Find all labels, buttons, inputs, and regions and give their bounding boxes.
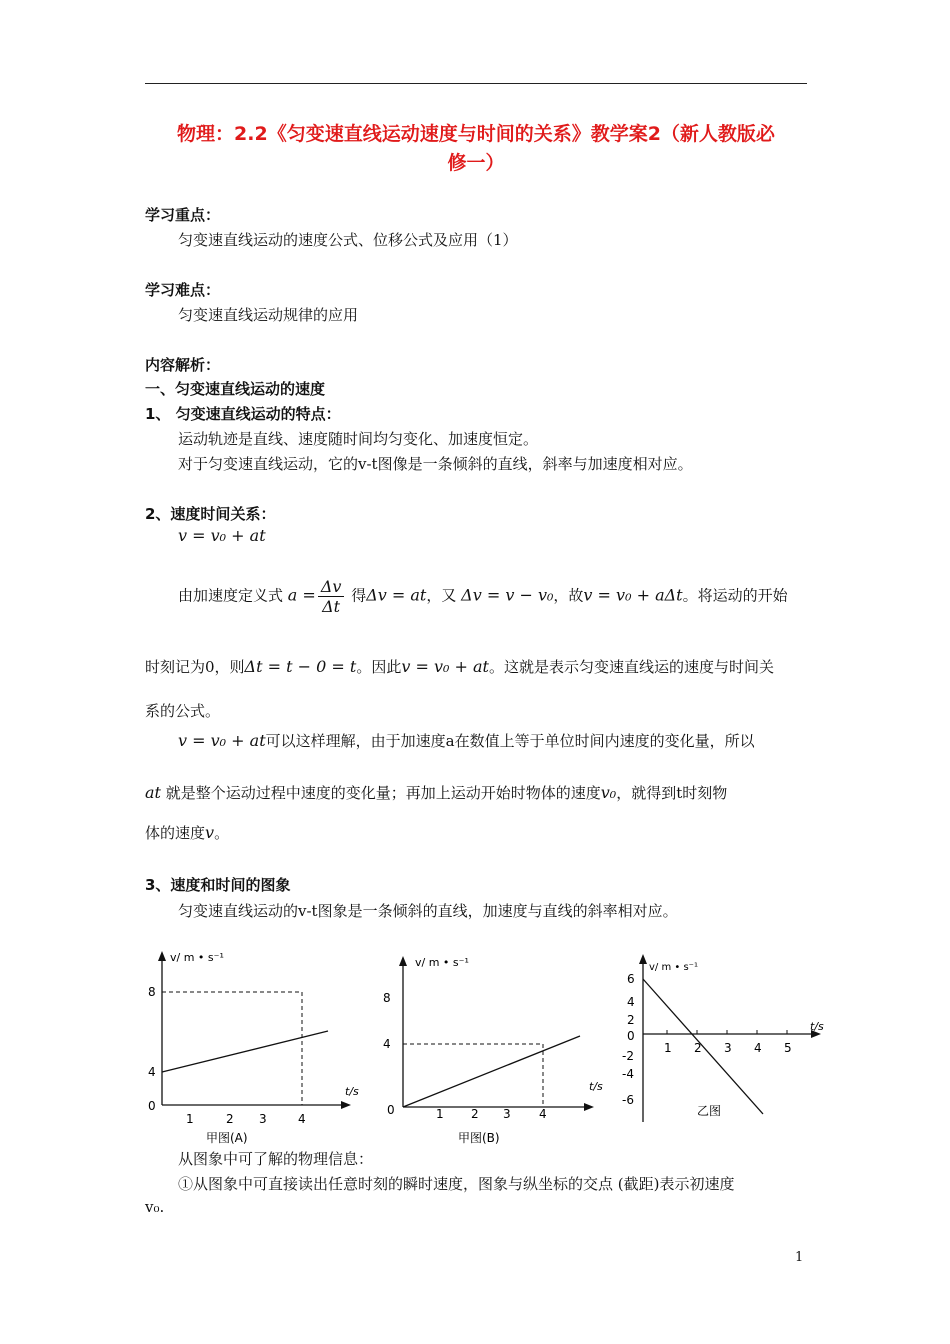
- definition-lhs: a =: [287, 585, 316, 605]
- interpretation-text-3: ，就得到t时刻物: [616, 784, 728, 802]
- graph-b-xlabel: t/s: [589, 1080, 603, 1093]
- interpretation-line-3: [145, 822, 229, 843]
- graph-b-ylabel: v/ m • s⁻¹: [415, 956, 469, 969]
- graph-b-origin: 0: [387, 1103, 395, 1117]
- graph-a-ylabel: v/ m • s⁻¹: [170, 951, 224, 964]
- graph-a-caption: 甲图(A): [206, 1131, 248, 1145]
- derivation-text-a: 由加速度定义式: [178, 586, 284, 605]
- derivation-line-2: [145, 656, 774, 677]
- difficulty-heading: 学习难点：: [145, 281, 221, 299]
- definition-fraction: [318, 577, 345, 616]
- graph-c-ylabel: v/ m • s⁻¹: [649, 962, 698, 973]
- graph-a-origin: 0: [148, 1099, 156, 1113]
- graph-c: [615, 950, 840, 1130]
- graph-b-ytick-8: 8: [383, 991, 391, 1005]
- at-term: at: [145, 783, 161, 802]
- interpretation-line-1: [178, 730, 755, 751]
- graph-c-xlabel: t/s: [810, 1020, 824, 1033]
- title-line-1: 物理：2.2《匀变速直线运动速度与时间的关系》教学案2（新人教版必: [177, 123, 775, 145]
- derivation-text-b: 得: [351, 586, 367, 605]
- derivation-text-h: 。这就是表示匀变速直线运的速度与时间关: [488, 658, 774, 676]
- derivation-line-3: 系的公式。: [145, 702, 221, 720]
- fraction-denominator: Δt: [322, 597, 341, 616]
- info-1-line-2: v₀.: [145, 1198, 165, 1216]
- graph-a-xtick-2: 2: [226, 1112, 234, 1126]
- graph-a-ytick-4: 4: [148, 1065, 156, 1079]
- fraction-numerator: Δv: [318, 577, 345, 597]
- graph-b-xtick-4: 4: [539, 1107, 547, 1121]
- graph-b-xtick-2: 2: [471, 1107, 479, 1121]
- graph-a-xlabel: t/s: [345, 1085, 359, 1098]
- focus-heading: 学习重点：: [145, 206, 221, 224]
- delta-t-formula: Δt = t − 0 = t: [244, 657, 357, 676]
- graph-c-ytick-0: 0: [627, 1029, 635, 1043]
- graph-b-ytick-4: 4: [383, 1037, 391, 1051]
- graph-c-caption: 乙图: [697, 1104, 722, 1118]
- derivation-text-c: ，又: [426, 586, 457, 605]
- graph-c-ytick-6: 6: [627, 972, 635, 986]
- interpretation-text-1: 可以这样理解，由于加速度a在数值上等于单位时间内速度的变化量，所以: [265, 732, 755, 750]
- focus-text: 匀变速直线运动的速度公式、位移公式及应用（1）: [178, 231, 518, 249]
- document-title: [145, 120, 807, 178]
- v-term: v: [205, 823, 215, 842]
- item-1-heading: 1、 匀变速直线运动的特点：: [145, 405, 341, 423]
- derivation-text-e: 。将运动的开始: [682, 586, 788, 605]
- v0-term: v₀: [600, 783, 617, 802]
- graph-a: [140, 945, 365, 1145]
- velocity-delta-t-formula: v = v₀ + aΔt: [583, 585, 683, 605]
- graph-c-ytick-neg6: -6: [622, 1093, 634, 1107]
- header-rule: [145, 83, 807, 84]
- info-intro: 从图象中可了解的物理信息：: [178, 1150, 374, 1168]
- graph-a-xtick-3: 3: [259, 1112, 267, 1126]
- interpretation-text-2: 就是整个运动过程中速度的变化量；再加上运动开始时物体的速度: [165, 784, 601, 802]
- graph-c-xtick-1: 1: [664, 1041, 672, 1055]
- derivation-text-d: ，故: [553, 586, 584, 605]
- derivation-line-1: [178, 577, 788, 616]
- difficulty-text: 匀变速直线运动规律的应用: [178, 306, 359, 324]
- velocity-formula-2: v = v₀ + at: [401, 657, 489, 676]
- graph-c-ytick-neg2: -2: [622, 1049, 634, 1063]
- derivation-text-g: 。因此: [356, 658, 402, 676]
- interpretation-text-5: 。: [214, 824, 230, 842]
- graph-c-ytick-2: 2: [627, 1013, 635, 1027]
- delta-v-formula: Δv = at: [366, 585, 427, 605]
- velocity-formula-3: v = v₀ + at: [178, 731, 266, 750]
- page-number: 1: [795, 1250, 804, 1265]
- item-1-line-2: 对于匀变速直线运动，它的v-t图像是一条倾斜的直线，斜率与加速度相对应。: [178, 455, 693, 473]
- title-line-2: 修一）: [447, 152, 505, 174]
- item-3-text: 匀变速直线运动的v-t图象是一条倾斜的直线，加速度与直线的斜率相对应。: [178, 902, 678, 920]
- graph-b-xtick-1: 1: [436, 1107, 444, 1121]
- interpretation-text-4: 体的速度: [145, 824, 206, 842]
- graph-a-xtick-1: 1: [186, 1112, 194, 1126]
- graph-c-ytick-neg4: -4: [622, 1067, 634, 1081]
- delta-v-difference-formula: Δv = v − v₀: [461, 585, 554, 605]
- item-2-heading: 2、速度时间关系：: [145, 505, 276, 523]
- graph-c-ytick-4: 4: [627, 995, 635, 1009]
- velocity-formula: v = v₀ + at: [178, 526, 266, 545]
- graph-b-xtick-3: 3: [503, 1107, 511, 1121]
- graph-c-xtick-3: 3: [724, 1041, 732, 1055]
- graph-a-xtick-4: 4: [298, 1112, 306, 1126]
- info-1-line-1: ①从图象中可直接读出任意时刻的瞬时速度，图象与纵坐标的交点 (截距)表示初速度: [178, 1175, 735, 1193]
- section-1-heading: 一、匀变速直线运动的速度: [145, 380, 326, 398]
- graph-c-xtick-4: 4: [754, 1041, 762, 1055]
- graph-a-ytick-8: 8: [148, 985, 156, 999]
- graph-c-xtick-5: 5: [784, 1041, 792, 1055]
- graph-b-caption: 甲图(B): [458, 1131, 500, 1145]
- graph-b: [375, 950, 605, 1150]
- interpretation-line-2: [145, 782, 727, 803]
- item-1-line-1: 运动轨迹是直线、速度随时间均匀变化、加速度恒定。: [178, 430, 539, 448]
- item-3-heading: 3、速度和时间的图象: [145, 876, 291, 894]
- derivation-text-f: 时刻记为0，则: [145, 658, 245, 676]
- analysis-heading: 内容解析：: [145, 356, 221, 374]
- graph-c-xtick-2: 2: [694, 1041, 702, 1055]
